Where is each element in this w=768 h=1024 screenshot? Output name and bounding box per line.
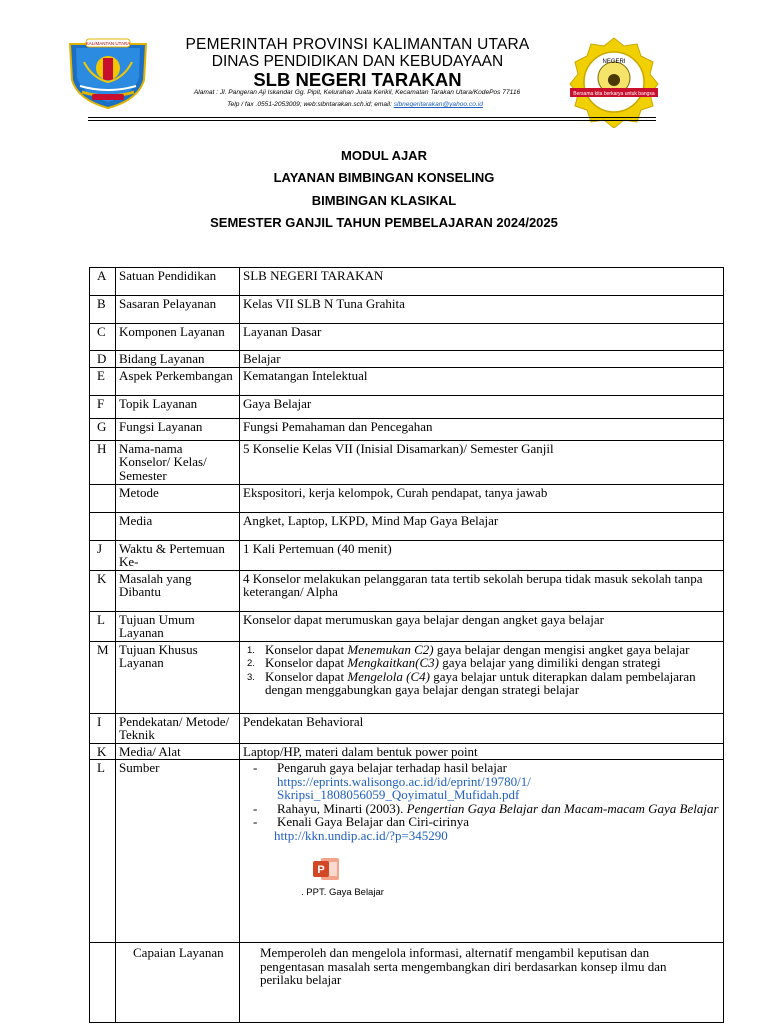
slb-negeri-badge-logo (568, 36, 660, 128)
row-value: Belajar (240, 351, 724, 368)
list-number: 1. (247, 644, 255, 656)
source-link[interactable]: https://eprints.walisongo.ac.id/id/eprint/19780/1/ Skripsi_1808056059_Qoyimatul_Mufidah.pdf (277, 773, 531, 802)
row-label: Nama-nama Konselor/ Kelas/ Semester (116, 440, 240, 484)
list-number: 3. (247, 671, 255, 683)
objective-text: Konselor dapat (265, 655, 348, 670)
row-value: Memperoleh dan mengelola informasi, alternatif mengambil keputisan dan pengentasan masalah serta mengembangkan diri berdasarkan konsep ilmu dan perilaku belajar (240, 943, 724, 1023)
table-row (90, 351, 724, 368)
header-school-name: SLB NEGERI TARAKAN (253, 69, 462, 90)
list-dash: - (253, 814, 258, 829)
kalimantan-utara-crest-logo (62, 34, 154, 110)
row-code: F (90, 395, 116, 418)
header-email-link[interactable]: slbnegeritarakan@yahoo.co.id (393, 101, 483, 108)
row-value: Ekspositori, kerja kelompok, Curah pendapat, tanya jawab (240, 484, 724, 512)
objective-emphasis: Menemukan C2) (347, 641, 434, 657)
row-code: K (90, 570, 116, 611)
list-item (253, 815, 720, 842)
row-code: L (90, 611, 116, 641)
row-label: Fungsi Layanan (116, 418, 240, 440)
row-value: Angket, Laptop, LKPD, Mind Map Gaya Belajar (240, 512, 724, 540)
source-book-title: Pengertian Gaya Belajar dan Macam-macam Gaya Belajar (406, 800, 719, 816)
module-table (89, 267, 724, 1023)
header-government-line: PEMERINTAH PROVINSI KALIMANTAN UTARA (185, 36, 530, 53)
row-label: Masalah yang Dibantu (116, 570, 240, 611)
objective-text-rest: gaya belajar yang dimiliki dengan strategi (439, 655, 661, 670)
table-row (90, 611, 724, 641)
row-code: G (90, 418, 116, 440)
row-value (240, 760, 724, 943)
svg-text:P: P (317, 864, 325, 876)
powerpoint-icon (313, 856, 341, 882)
row-value-line: keterangan/ Alpha (243, 584, 338, 599)
svg-text:NEGERI: NEGERI (602, 59, 626, 65)
row-value: 1 Kali Pertemuan (40 menit) (240, 540, 724, 570)
row-code: I (90, 713, 116, 743)
table-row (90, 713, 724, 743)
table-row (90, 268, 724, 296)
table-row (90, 760, 724, 943)
source-link[interactable]: http://kkn.undip.ac.id/?p=345290 (274, 827, 448, 843)
row-label: Bidang Layanan (116, 351, 240, 368)
row-code: M (90, 641, 116, 713)
objective-text: Konselor dapat (265, 641, 348, 657)
row-code (90, 512, 116, 540)
objective-emphasis: Mengelola (C4) (347, 668, 430, 684)
row-label: Capaian Layanan (116, 943, 240, 1023)
row-value-line: 4 Konselor melakukan pelanggaran tata tertib sekolah berupa tidak masuk sekolah tanpa (243, 570, 703, 586)
table-row (90, 743, 724, 760)
list-number: 2. (247, 658, 255, 669)
row-label: Sumber (116, 760, 240, 943)
objective-emphasis: Mengkaitkan(C3) (347, 655, 440, 670)
table-row (90, 570, 724, 611)
row-value: Kelas VII SLB N Tuna Grahita (240, 296, 724, 324)
row-code: K (90, 743, 116, 760)
document-subtitle: LAYANAN BIMBINGAN KONSELING (273, 170, 495, 185)
header-contact (160, 101, 550, 108)
header-address: Alamat : Jl. Pangeran Aji Iskandar Gg. Pipit, Kelurahan Juata Kerikil, Kecamatan Tarakan Utara/KodePos 77116 (193, 89, 521, 96)
row-label: Waktu & Pertemuan Ke- (116, 540, 240, 570)
row-label: Satuan Pendidikan (116, 268, 240, 296)
table-row (90, 440, 724, 484)
row-value: Layanan Dasar (240, 324, 724, 351)
list-item (243, 656, 720, 670)
document-subtitle-2: BIMBINGAN KLASIKAL (311, 193, 457, 208)
row-value: Konselor dapat merumuskan gaya belajar dengan angket gaya belajar (240, 611, 724, 641)
row-label: Komponen Layanan (116, 324, 240, 351)
table-row (90, 296, 724, 324)
row-label: Topik Layanan (116, 395, 240, 418)
row-code (90, 943, 116, 1023)
list-dash: - (253, 800, 258, 816)
table-row (90, 512, 724, 540)
svg-text:KALIMANTAN UTARA: KALIMANTAN UTARA (85, 41, 131, 46)
row-code: E (90, 367, 116, 395)
row-code: D (90, 351, 116, 368)
list-dash: - (253, 760, 258, 775)
header-divider (88, 117, 656, 118)
list-item (253, 802, 720, 816)
table-row (90, 418, 724, 440)
source-title: Rahayu, Minarti (2003). (277, 800, 407, 816)
table-row (90, 641, 724, 713)
header-contact-text: Telp / fax .0551-2053009; web:slbntarakan.sch.id; email: (227, 101, 392, 108)
row-label: Aspek Perkembangan (116, 367, 240, 395)
row-label: Metode (116, 484, 240, 512)
row-label: Media/ Alat (116, 743, 240, 760)
table-row (90, 484, 724, 512)
row-code (90, 484, 116, 512)
row-value: Laptop/HP, materi dalam bentuk power point (240, 743, 724, 760)
row-label: Media (116, 512, 240, 540)
row-value: 5 Konselie Kelas VII (Inisial Disamarkan)/ Semester Ganjil (240, 440, 724, 484)
document-semester: SEMESTER GANJIL TAHUN PEMBELAJARAN 2024/2025 (210, 215, 558, 230)
row-value (240, 570, 724, 611)
source-list (243, 761, 720, 902)
row-code: L (90, 760, 116, 943)
row-code: B (90, 296, 116, 324)
document-title: MODUL AJAR (341, 148, 427, 163)
svg-text:Bersama kita berkarya untuk ba: Bersama kita berkarya untuk bangsa (573, 91, 655, 97)
table-row (90, 367, 724, 395)
list-item (243, 643, 720, 657)
row-value: Pendekatan Behavioral (240, 713, 724, 743)
table-row (90, 943, 724, 1023)
row-code: C (90, 324, 116, 351)
ppt-attachment[interactable] (301, 856, 421, 902)
table-row (90, 395, 724, 418)
list-item (253, 761, 720, 802)
objective-list (243, 643, 720, 697)
row-label: Tujuan Umum Layanan (116, 611, 240, 641)
objective-text-rest: gaya belajar untuk diterapkan dalam pembelajaran dengan menggabungkan gaya belajar dengan strategi belajar (265, 668, 696, 697)
row-code: J (90, 540, 116, 570)
objective-text-rest: gaya belajar dengan mengisi angket gaya belajar (433, 641, 690, 657)
row-value: Kematangan Intelektual (240, 367, 724, 395)
table-row (90, 540, 724, 570)
header-department-line: DINAS PENDIDIKAN DAN KEBUDAYAAN (211, 53, 504, 70)
row-value (240, 641, 724, 713)
row-code: H (90, 440, 116, 484)
header-divider-secondary (88, 120, 656, 121)
table-row (90, 324, 724, 351)
ppt-caption: . PPT. Gaya Belajar (301, 887, 384, 898)
row-label: Tujuan Khusus Layanan (116, 641, 240, 713)
row-value: Fungsi Pemahaman dan Pencegahan (240, 418, 724, 440)
row-value: SLB NEGERI TARAKAN (240, 268, 724, 296)
row-label: Pendekatan/ Metode/ Teknik (116, 713, 240, 743)
row-label: Sasaran Pelayanan (116, 296, 240, 324)
objective-text: Konselor dapat (265, 668, 348, 684)
row-code: A (90, 268, 116, 296)
row-value: Gaya Belajar (240, 395, 724, 418)
source-title: Kenali Gaya Belajar dan Ciri-cirinya (277, 814, 470, 829)
source-title: Pengaruh gaya belajar terhadap hasil belajar (277, 760, 507, 775)
list-item (243, 670, 720, 697)
